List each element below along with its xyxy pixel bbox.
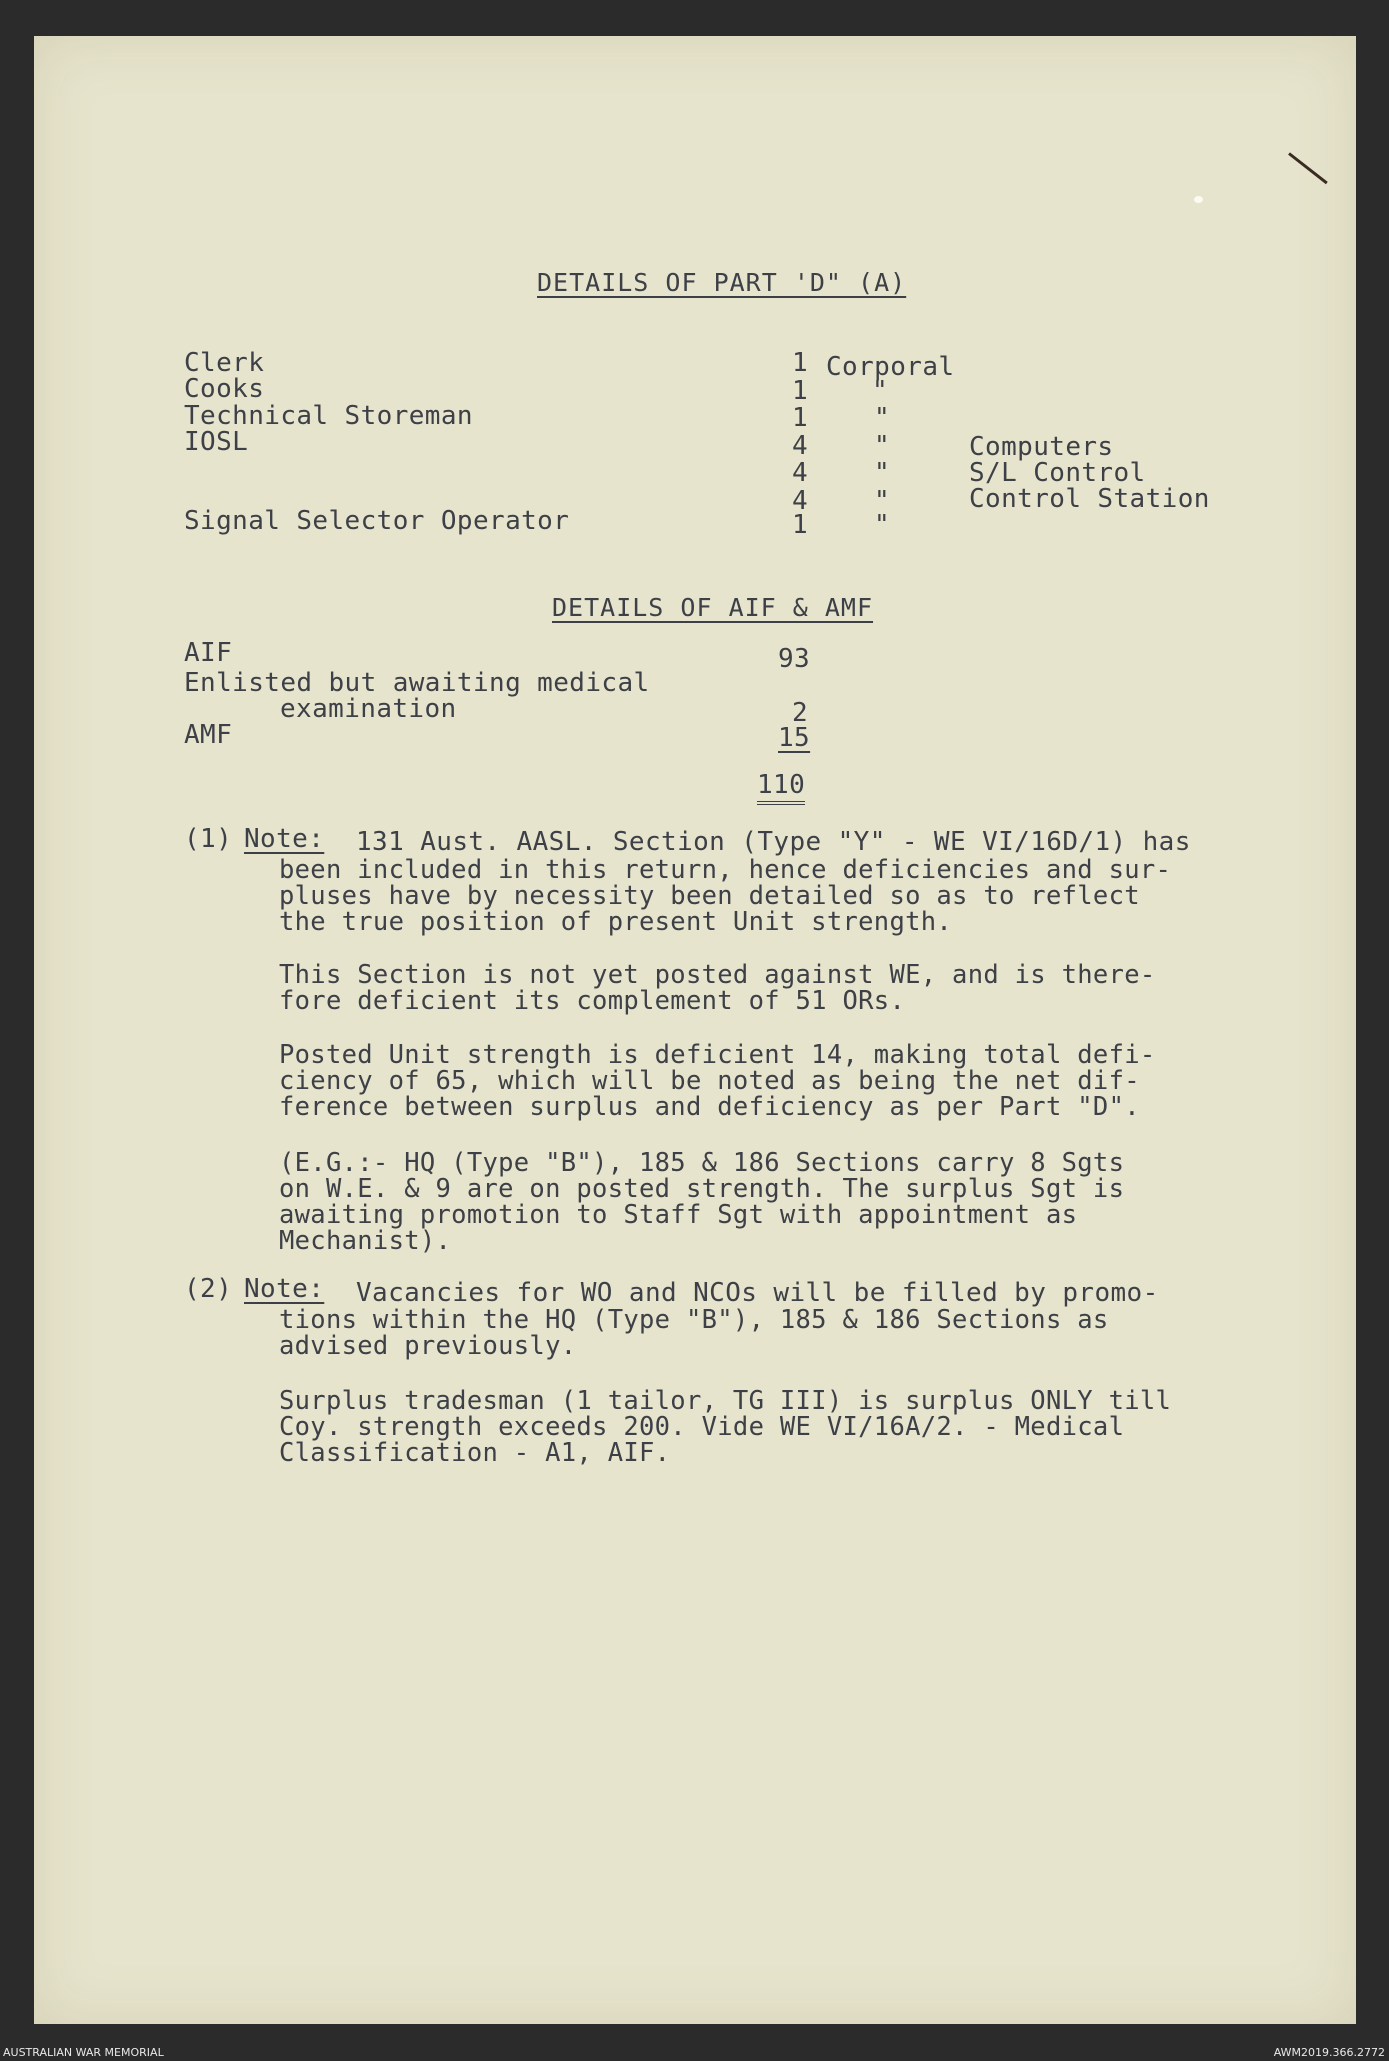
paragraph-surplus-tradesman: Surplus tradesman (1 tailor, TG III) is surplus ONLY till Coy. strength exceeds 200. Vide WE VI/16A/2. - Medical Classification - A1, AIF.	[279, 1386, 1172, 1468]
footer-archive-id: AWM2019.366.2772	[1273, 2046, 1385, 2059]
amf-label: AMF	[184, 720, 233, 750]
row-note: Computers	[969, 432, 1114, 462]
note-2-body: tions within the HQ (Type "B"), 185 & 186 Sections as advised previously.	[279, 1305, 1109, 1361]
note-2-marker: (2)	[184, 1274, 233, 1304]
row-rank: "	[874, 486, 891, 516]
aif-label: AIF	[184, 638, 233, 668]
note-2-label: Note:	[244, 1274, 325, 1304]
row-item: IOSL	[184, 427, 249, 457]
note-1-first-line: 131 Aust. AASL. Section (Type "Y" - WE VI/16D/1) has	[356, 827, 1191, 857]
row-qty: 4	[792, 458, 809, 488]
document-page	[34, 36, 1356, 2024]
row-item: Technical Storeman	[184, 401, 473, 431]
heading-part-d: DETAILS OF PART 'D" (A)	[537, 268, 907, 297]
row-rank: "	[874, 458, 891, 488]
row-item: Cooks	[184, 374, 265, 404]
aif-total: 110	[757, 772, 805, 805]
row-note: Control Station	[969, 484, 1210, 514]
amf-value: 15	[778, 723, 811, 753]
paragraph-example: (E.G.:- HQ (Type "B"), 185 & 186 Sections carry 8 Sgts on W.E. & 9 are on posted strength. The surplus Sgt is awaiting promotion to Staff Sgt with appointment as Mechanist).	[279, 1148, 1125, 1256]
footer-archive-name: AUSTRALIAN WAR MEMORIAL	[3, 2046, 164, 2059]
aif-value: 93	[778, 644, 811, 674]
row-qty: 4	[792, 486, 809, 516]
row-qty: 4	[792, 431, 809, 461]
enlisted-label-cont: examination	[280, 694, 457, 724]
enlisted-value: 2	[792, 698, 809, 728]
ink-mark	[1288, 152, 1328, 184]
row-qty: 1	[792, 403, 809, 433]
row-rank: "	[874, 510, 891, 540]
row-note: S/L Control	[969, 458, 1146, 488]
row-rank: "	[874, 431, 891, 461]
row-item: Signal Selector Operator	[184, 506, 570, 536]
row-rank: "	[872, 376, 889, 406]
paragraph-deficiency: Posted Unit strength is deficient 14, making total defi- ciency of 65, which will be noted as being the net dif- ference between surplus and deficiency as per Part "D".	[279, 1040, 1156, 1122]
enlisted-label: Enlisted but awaiting medical	[184, 668, 650, 698]
note-1-marker: (1)	[184, 824, 233, 854]
note-1-label: Note:	[244, 824, 325, 854]
row-qty: 1	[792, 376, 809, 406]
note-1-body: been included in this return, hence deficiencies and sur- pluses have by necessity been detailed so as to reflect the true position of present Unit strength.	[279, 855, 1172, 937]
paper-blemish	[1194, 196, 1203, 203]
row-rank: "	[874, 403, 891, 433]
row-qty: 1	[792, 348, 809, 378]
row-item: Clerk	[184, 348, 265, 378]
paragraph-section-not-posted: This Section is not yet posted against WE, and is there- fore deficient its complement of 51 ORs.	[279, 960, 1156, 1016]
heading-aif-amf: DETAILS OF AIF & AMF	[552, 593, 874, 622]
note-2-first-line: Vacancies for WO and NCOs will be filled by promo-	[356, 1278, 1159, 1308]
row-rank: Corporal	[826, 352, 955, 382]
row-qty: 1	[792, 510, 809, 540]
